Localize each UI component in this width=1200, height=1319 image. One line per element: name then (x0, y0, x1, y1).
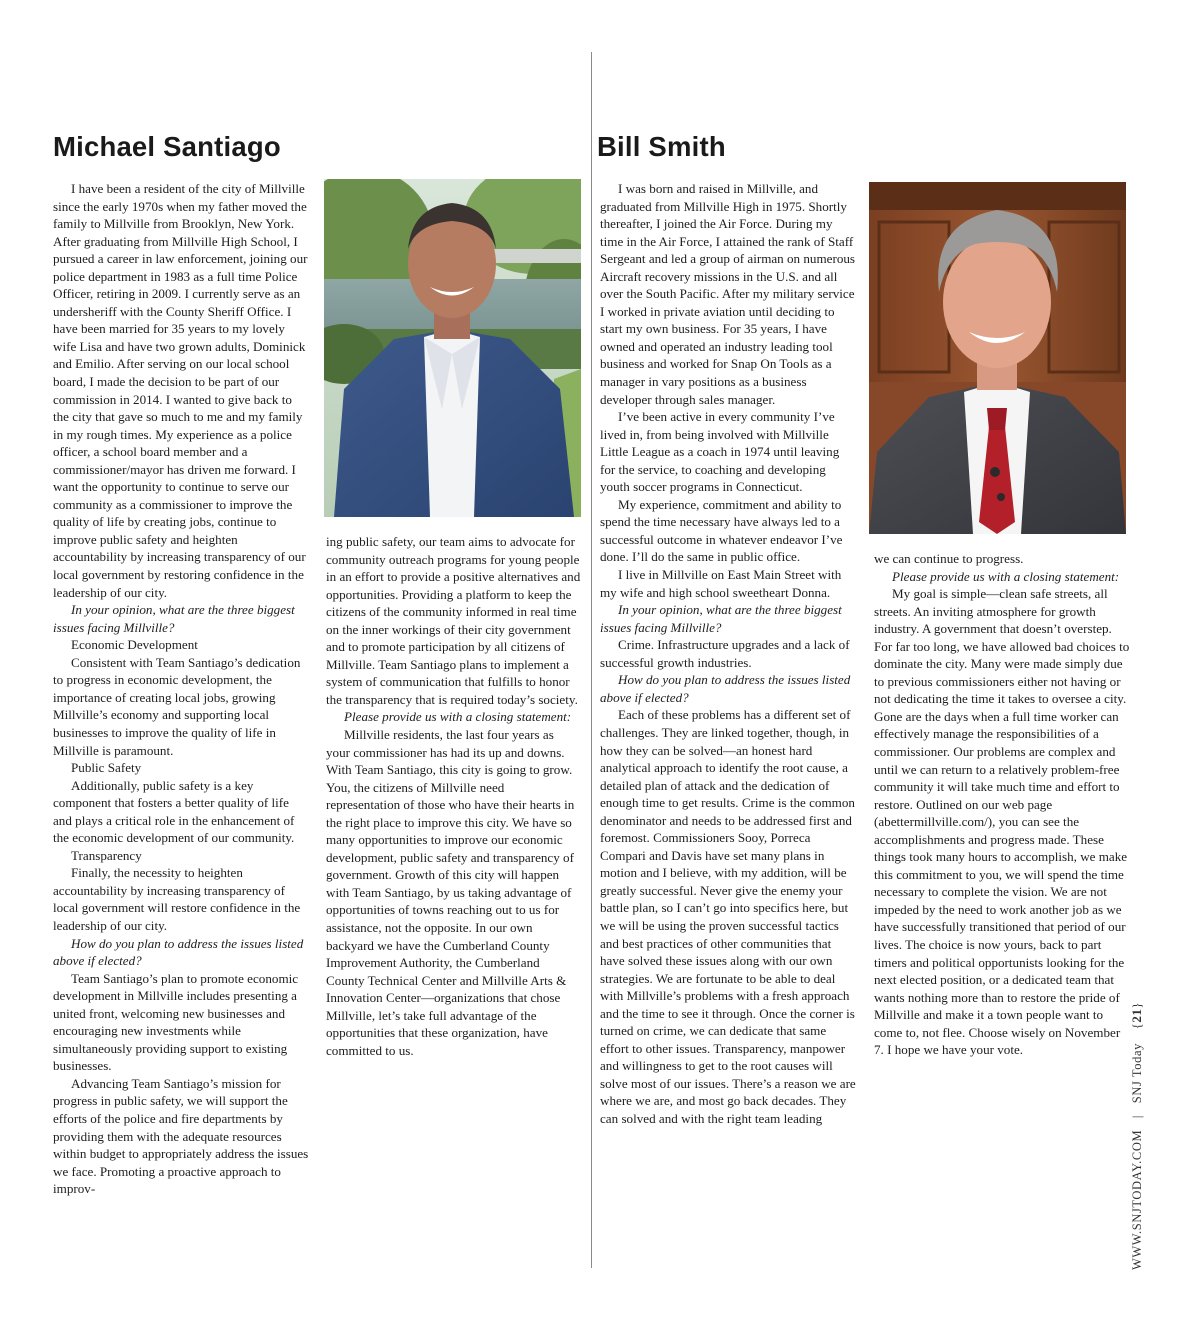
question-paragraph: In your opinion, what are the three biggest issues facing Millville? (600, 602, 842, 635)
body-paragraph: I live in Millville on East Main Street with my wife and high school sweetheart Donna. (600, 567, 842, 600)
smith-text-column-2 (874, 550, 1131, 1059)
body-paragraph: Economic Development (71, 637, 198, 653)
body-paragraph: I was born and raised in Millville, and graduated from Millville High in 1975. Shortly thereafter, I joined the Air Force. During my time in the Air Force, I attained the rank of Staff Sergeant and led a group of airman on numerous Aircraft recovery missions in the U.S. and all over the South Pacific. After my military service I worked in private aviation until deciding to start my own business. For 35 years, I have owned and operated an industry leading tool business and worked for Snap On Tools as a manager in vary positions as a business developer through sales manager. (600, 181, 856, 407)
body-paragraph: ing public safety, our team aims to advocate for community outreach programs for young people in an effort to provide a positive alternatives and opportunities. Providing a platform to keep the citizens of the community informed in real time on the inner workings of their city government and to promote participation by all citizens of Millville. Team Santiago plans to implement a system of communication that fulfills to honor the transparency that is required today’s society. (326, 534, 581, 707)
question-paragraph: Please provide us with a closing statement: (892, 568, 1120, 584)
column-divider (591, 52, 592, 1268)
portrait-photo-icon (869, 182, 1126, 534)
body-paragraph: Millville residents, the last four years as your commissioner has had its up and downs. With Team Santiago, this city is going to grow. You, the citizens of Millville need representation of those who have their hearts in the right place to improve this city. We have so many opportunities to improve our economic development, public safety and transparency of government. Growth of this city will happen with Team Santiago, by us taking advantage of opportunities of towns reaching out to us for assistance, not the opposite. In our own backyard we have the Cumberland County Improvement Authority, the Cumberland County Technical Center and Millville Arts & Innovation Center—organizations that chose Millville, let’s take full advantage of the opportunities that these organization, have committed to us. (326, 727, 575, 1058)
body-paragraph: Each of these problems has a different set of challenges. They are linked together, though, in how they can be solved—an honest hard analytical approach to identify the root cause, a detailed plan of attack and the dedication of enough time to get results. Crime is the common denominator and needs to be addressed first and foremost. Commissioners Sooy, Porreca Compari and Davis have set many plans in motion and I believe, with my addition, will be greatly successful. Never give the enemy your battle plan, so I can’t go into specifics here, but we will be using the proven successful tactics and best practices of other communities that have solved these issues along with our own strategies. We are fortunate to be able to deal with Millville’s problems with a fresh approach and the time to see it through. Once the corner is turned on crime, we can dedicate that same effort to other issues. Transparency, manpower and willingness to get to the root causes will solve most of our issues. There’s a reason we are where we are, and most go back decades. They can solved and with the right team leading (600, 707, 856, 1126)
question-paragraph: How do you plan to address the issues listed above if elected? (53, 935, 304, 969)
body-paragraph: I’ve been active in every community I’ve lived in, from being involved with Millville Little League as a coach in 1974 until leaving for the service, to coaching and developing youth soccer programs in Connecticut. (600, 409, 840, 495)
body-paragraph: Advancing Team Santiago’s mission for progress in public safety, we will support the efforts of the police and fire departments by providing them with the adequate resources within budget to appropriately address the issues we face. Promoting a proactive approach to improv- (53, 1075, 309, 1197)
folio-website: WWW.SNJTODAY.COM (1130, 1129, 1144, 1270)
body-paragraph: I have been a resident of the city of Millville since the early 1970s when my father moved the family to Millville from Brooklyn, New York. After graduating from Millville High School, I pursued a career in law enforcement, joining our police department in 1983 as a full time Police Officer, retiring in 2009. I currently serve as an undersheriff with the County Sheriff Office. I have been married for 35 years to my lovely wife Lisa and have two grown adults, Dominick and Emilio. After serving on our local school board, I made the decision to be part of our commission in 2014. I wanted to give back to the city that gave so much to me and my family in my rough times. My experience as a police officer, a school board member and a commissioner/mayor has driven me forward. I want the opportunity to continue to serve our community as a commissioner to improve the quality of life by creating jobs, continue to improve public safety and heighten accountability by increasing transparency of our local government by restoring confidence in the leadership of our city. (53, 181, 308, 600)
question-paragraph: In your opinion, what are the three biggest issues facing Millville? (53, 602, 295, 635)
page-folio (1126, 1000, 1148, 1270)
santiago-text-column-2 (326, 533, 581, 1059)
santiago-text-column-1 (53, 180, 310, 1198)
body-paragraph: Team Santiago’s plan to promote economic development in Millville includes presenting a united front, welcoming new businesses and encouraging new investments while simultaneously providing support to existing businesses. (53, 970, 299, 1074)
body-paragraph: Consistent with Team Santiago’s dedication to progress in economic development, the importance of creating local jobs, growing Millville’s economy and supporting local businesses to improve the quality of life in Millville is paramount. (53, 654, 301, 758)
santiago-portrait-photo (324, 179, 581, 517)
smith-text-column-1 (600, 180, 857, 1128)
question-paragraph: How do you plan to address the issues listed above if elected? (600, 672, 851, 705)
folio-brace-open: { (1130, 1022, 1144, 1030)
folio-separator: | (1130, 1114, 1144, 1119)
question-paragraph: Please provide us with a closing statement: (344, 709, 572, 725)
folio-brace-close: } (1130, 1001, 1144, 1009)
portrait-photo-icon (324, 179, 581, 517)
body-paragraph: Public Safety (71, 760, 142, 776)
body-paragraph: Additionally, public safety is a key component that fosters a better quality of life and plays a critical role in the enhancement of the economic development of our community. (53, 777, 295, 846)
candidate-name-santiago: Michael Santiago (53, 131, 281, 162)
body-paragraph: we can continue to progress. (874, 551, 1024, 566)
candidate-name-smith: Bill Smith (597, 131, 726, 162)
body-paragraph: My experience, commitment and ability to spend the time necessary have always led to a successful outcome in whatever endeavor I’ve done. I’ll do the same in public office. (600, 496, 843, 565)
body-paragraph: My goal is simple—clean safe streets, all streets. An inviting atmosphere for growth industry. A government that doesn’t overstep. For far too long, we have allowed bad choices to dominate the city. Many were made simply due to previous commissioners either not having or not dedicating the time it takes to oversee a city. Gone are the days when a full time worker can effectively manage the responsibilities of a commissioner. Our problems are complex and until we can return to a relatively problem-free community it will take much time and effort to restore. Outlined on our web page (abettermillville.com/), you can see the accomplishments and progress made. These things took many hours to accomplish, we make this commitment to you, we will spend the time necessary to complete the vision. We are not impeded by the need to work another job as we have successfully transitioned that period of our lives. The choice is now yours, back to part timers and political opportunists looking for the next elected position, or a dedicated team that wants nothing more than to restore the pride of Millville and make it a town people want to come to, not flee. Choose wisely on November 7. I hope we have your vote. (874, 586, 1130, 1058)
folio-publication: SNJ Today (1130, 1043, 1144, 1104)
page-number: 21 (1129, 1008, 1144, 1023)
body-paragraph: Crime. Infrastructure upgrades and a lack of successful growth industries. (600, 637, 850, 670)
body-paragraph: Finally, the necessity to heighten accountability by increasing transparency of local government will restore confidence in the leadership of our city. (53, 865, 301, 933)
body-paragraph: Transparency (71, 847, 142, 863)
smith-portrait-photo (869, 182, 1126, 534)
